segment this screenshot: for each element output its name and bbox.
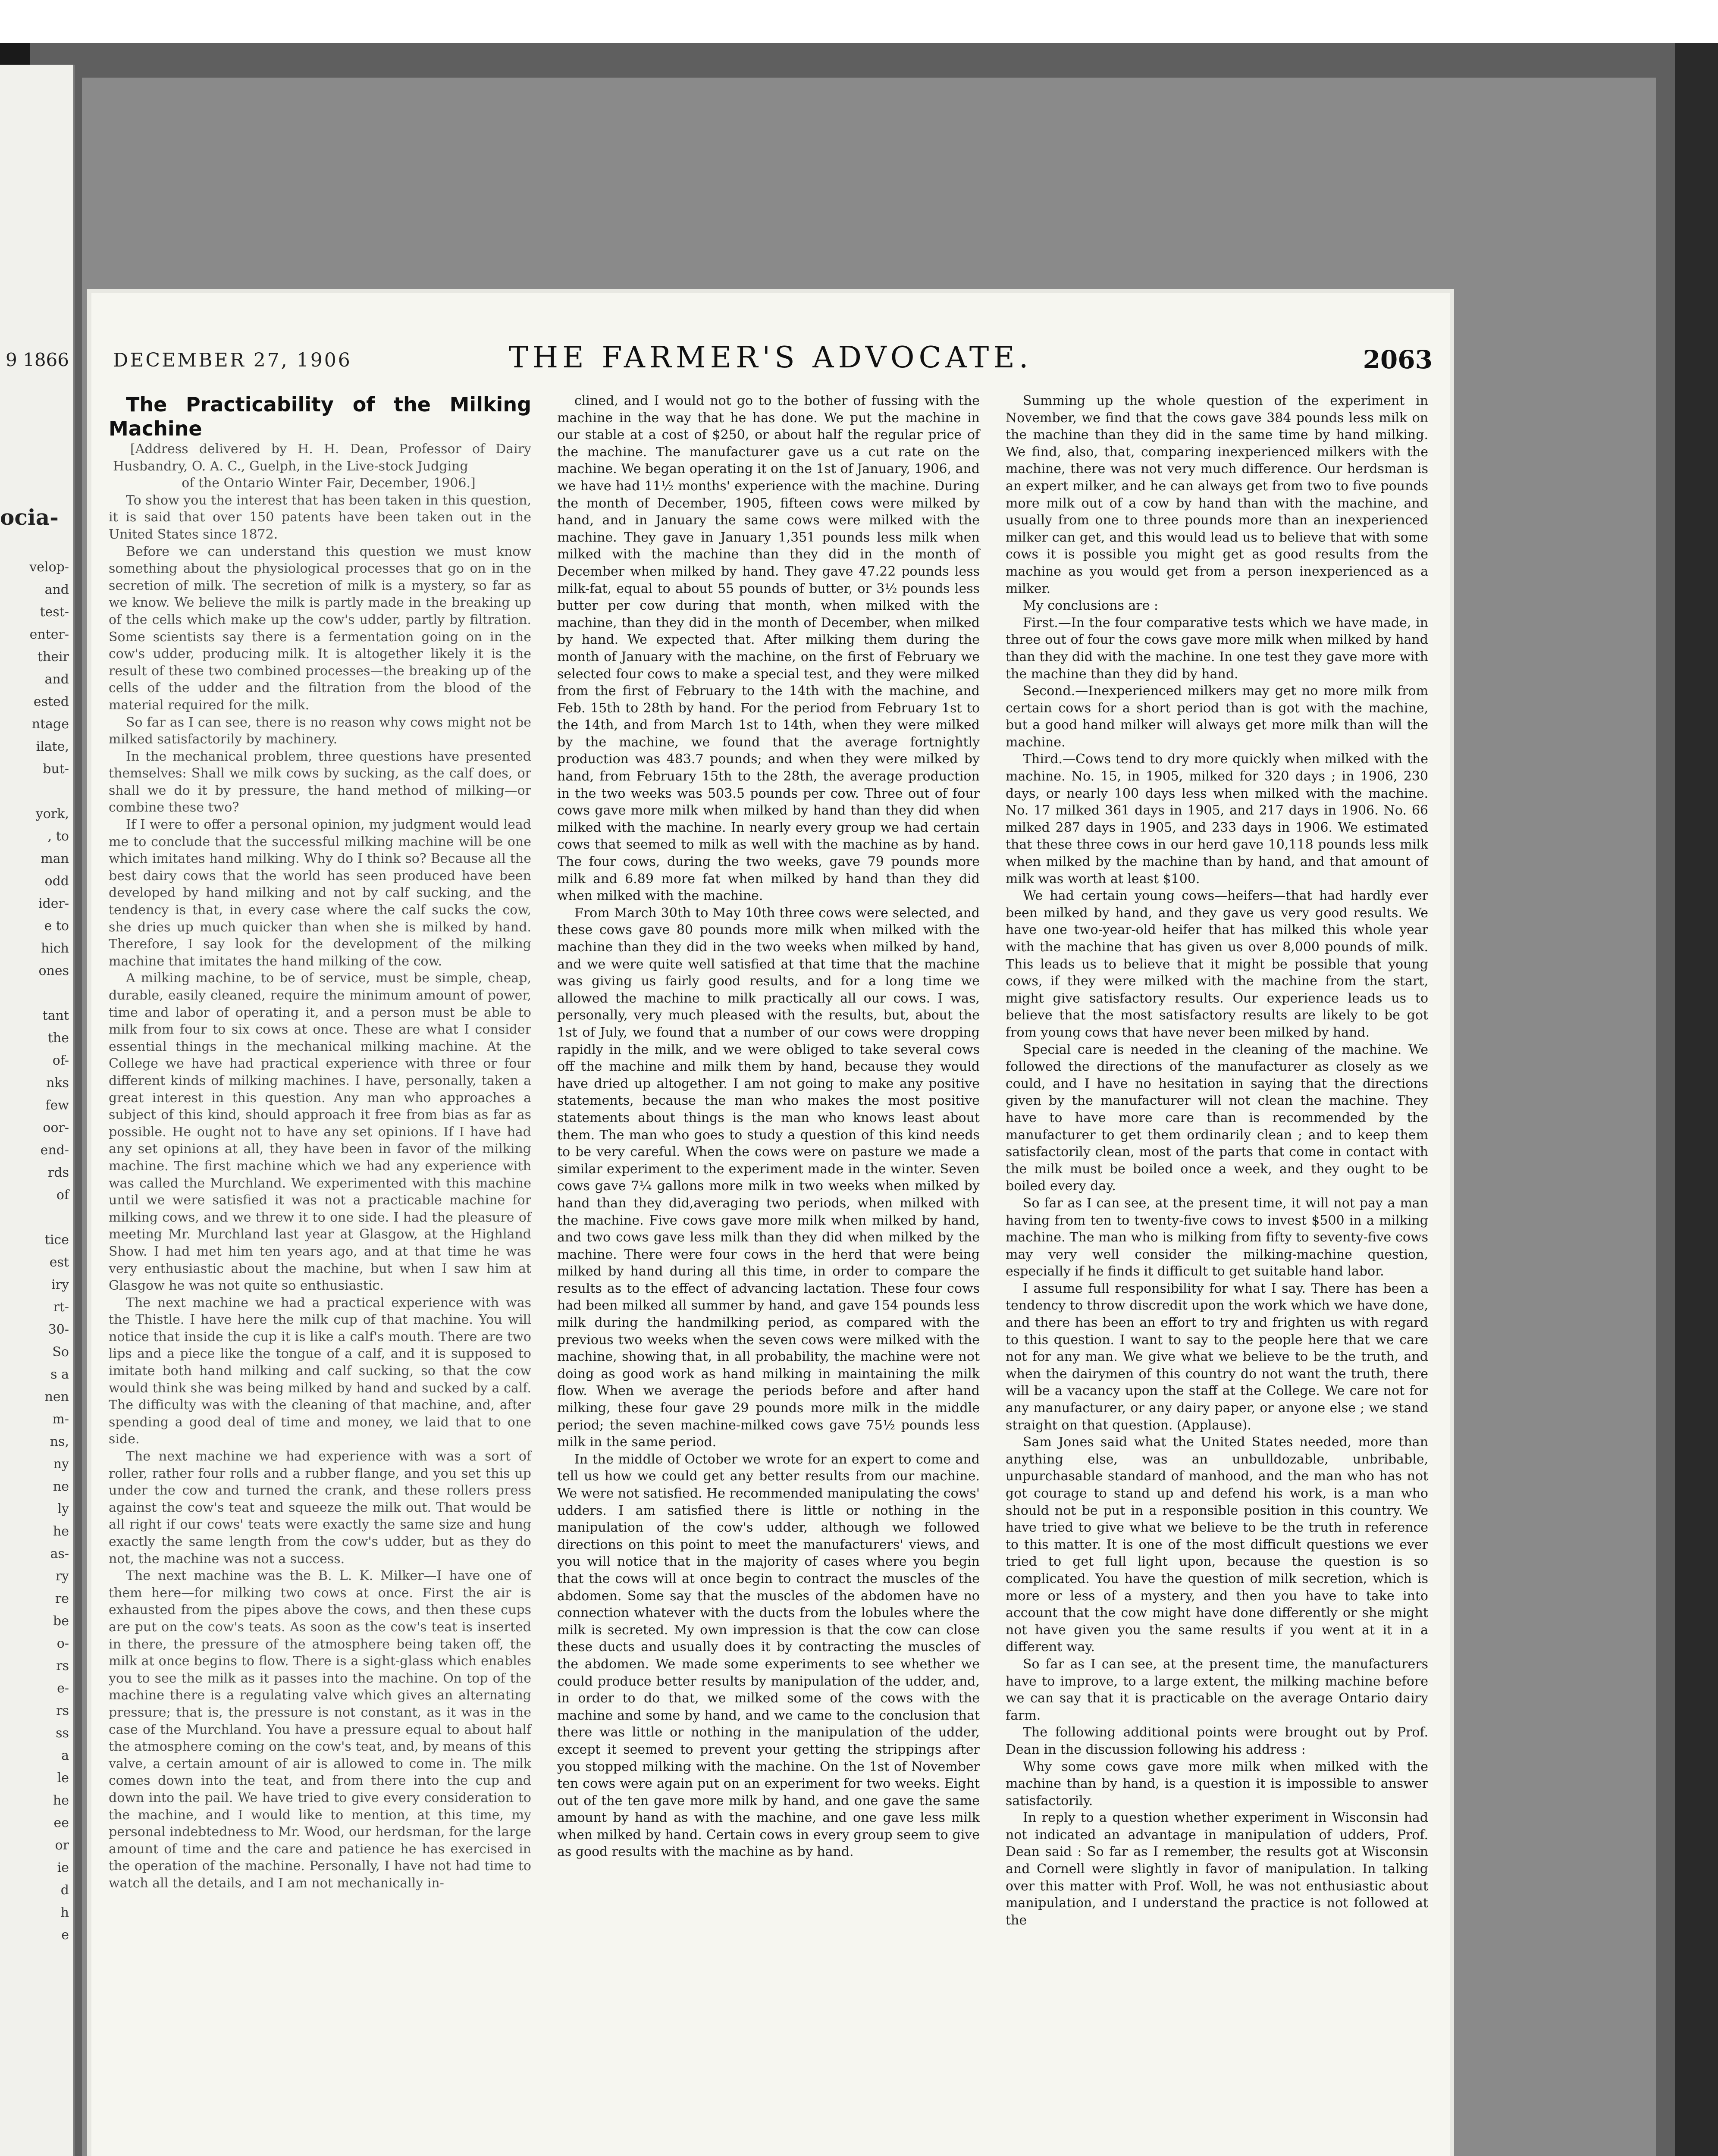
column-2-body bbox=[557, 392, 980, 1861]
article-byline-continued: of the Ontario Winter Fair, December, 1906.] bbox=[182, 476, 476, 491]
previous-page-lines bbox=[0, 556, 69, 1946]
previous-page-line: e to bbox=[44, 918, 69, 934]
previous-page-line: ee bbox=[53, 1815, 69, 1830]
previous-page-line: ilate, bbox=[36, 739, 69, 754]
previous-page-line: few bbox=[45, 1098, 69, 1113]
previous-page-line: as- bbox=[50, 1546, 69, 1561]
previous-page-line: hich bbox=[41, 941, 69, 956]
previous-page-line: test- bbox=[40, 605, 69, 620]
paragraph: Summing up the whole question of the experiment in November, we find that the cows gave 384 pounds less milk on the machine than they did in the same time by hand milking. We find, also, that, comparing inexperienced milkers with the machine, there was not very much difference. Our herdsman is an expert milker, and he can always get from two to five pounds more milk out of a cow by hand than with the machine, and usually from one to three pounds more than an inexperienced milker can get, and this would lead us to believe that with some cows it is possible you might get as good results from the machine as you would get from a person inexperienced as a milker. bbox=[1006, 393, 1428, 596]
column-1 bbox=[109, 392, 531, 1892]
paragraph: So far as I can see, at the present time, the manufacturers have to improve, to a large extent, the milking machine before we can say that it is practicable on the average Ontario dairy farm. bbox=[1006, 1656, 1428, 1723]
previous-page-line: but- bbox=[43, 761, 69, 777]
previous-page-line: ne bbox=[53, 1479, 69, 1494]
previous-page-strip bbox=[0, 65, 75, 2156]
previous-page-line: oor- bbox=[43, 1120, 69, 1135]
previous-page-line: velop- bbox=[29, 560, 69, 575]
previous-page-line: ns, bbox=[50, 1434, 69, 1449]
previous-page-line: and bbox=[44, 582, 69, 597]
paragraph: Second.—Inexperienced milkers may get no more milk from certain cows for a short period than is got with the machine, but a good hand milker will always get more milk than will the machine. bbox=[1006, 683, 1428, 750]
previous-page-line: m- bbox=[52, 1412, 69, 1427]
previous-page-line: , to bbox=[47, 829, 69, 844]
paragraph: The next machine we had a practical experience with was the Thistle. I have here the milk cup of that machine. You will notice that inside the cup it is like a calf's mouth. There are two lips and a piece like the tongue of a calf, and it is supposed to imitate both hand milking and calf sucking, so that the cow would think she was being milked by hand and sucked by a calf. The difficulty was with the cleaning of that machine, and, after spending a good deal of time and money, we laid that to one side. bbox=[109, 1295, 531, 1447]
previous-page-line: and bbox=[44, 672, 69, 687]
paragraph: My conclusions are : bbox=[1023, 598, 1159, 614]
previous-page-line: iry bbox=[51, 1277, 69, 1292]
previous-page-line: le bbox=[57, 1771, 69, 1786]
previous-page-line: tant bbox=[42, 1008, 69, 1023]
issue-date: DECEMBER 27, 1906 bbox=[113, 349, 352, 371]
previous-page-line: enter- bbox=[29, 627, 69, 642]
previous-page-line: man bbox=[41, 851, 69, 866]
paragraph: If I were to offer a personal opinion, my judgment would lead me to conclude that the successful milking machine will be one which imitates hand milking. Why do I think so? Because all the best dairy cows that the world has seen produced have been developed by hand milking and not by calf sucking, and the tendency is that, in every case where the calf sucks the cow, she dries up much quicker than when she is milked by hand. Therefore, I say look for the development of the milking machine that imitates the hand milking of the cow. bbox=[109, 817, 531, 969]
paragraph: Special care is needed in the cleaning of the machine. We followed the directions of the manufacturer as closely as we could, and I have no hesitation in saying that the directions given by the manufacturer will not clean the machine. They have to have more care than is recommended by the manufacturer to get them ordinarily clean ; and to keep them satisfactorily clean, most of the parts that come in contact with the milk must be boiled once a week, and they ought to be boiled every day. bbox=[1006, 1042, 1428, 1194]
page-header bbox=[91, 341, 1450, 384]
paragraph: From March 30th to May 10th three cows were selected, and these cows gave 80 pounds more milk when milked with the machine than they did in the two weeks when milked by hand, and we were quite well satisfied at that time that the machine was giving us fairly good results, and for a long time we allowed the machine to milk practically all our cows. I was, personally, very much pleased with the results, but, about the 1st of July, we found that a number of our cows were dropping rapidly in the milk, and we were obliged to take several cows off the machine and milk them by hand, because they would have dried up altogether. I am not going to make any positive statements, because the man who makes the most positive statements about things is the man who knows least about them. The man who goes to study a question of this kind needs to be very careful. When the cows were on pasture we made a similar experiment to the experiment made in the winter. Seven cows gave 7¼ gallons more milk in two weeks when milked by hand than they did,averaging two periods, when milked with the machine. Five cows gave more milk when milked by hand, and two cows gave less milk than they did when milked by the machine. There were four cows in the herd that were being milked by hand during all this time, in order to compare the results as to the effect of advancing lactation. These four cows had been milked all summer by hand, and gave 154 pounds less milk during the handmilking period, as compared with the previous two weeks when the seven cows were milked with the machine, showing that, in all probability, the machine were not doing as good work as hand milking in maintaining the milk flow. When we average the periods before and after hand milking, these four gave 29 pounds more milk in the middle period; the seven machine-milked cows gave 75½ pounds less milk in the same period. bbox=[557, 905, 980, 1450]
previous-page-line: h bbox=[60, 1905, 69, 1920]
previous-page-line: est bbox=[49, 1255, 69, 1270]
previous-page-line bbox=[0, 982, 69, 1005]
paragraph: Why some cows gave more milk when milked with the machine than by hand, is a question it is impossible to answer satisfactorily. bbox=[1006, 1759, 1428, 1808]
previous-page-line: ny bbox=[53, 1457, 69, 1472]
paragraph: The following additional points were brought out by Prof. Dean in the discussion following his address : bbox=[1006, 1725, 1428, 1757]
paragraph: So far as I can see, at the present time, it will not pay a man having from ten to twenty-five cows to invest $500 in a milking machine. The man who is milking from fifty to seventy-five cows may very well consider the milking-machine question, especially if he finds it difficult to get suitable hand labor. bbox=[1006, 1195, 1428, 1279]
previous-page-line: ider- bbox=[38, 896, 69, 911]
previous-page-line: their bbox=[37, 649, 69, 664]
previous-page-line: end- bbox=[40, 1143, 69, 1158]
previous-page-line: tice bbox=[44, 1232, 69, 1247]
paragraph: I assume full responsibility for what I say. There has been a tendency to throw discredit upon the work which we have done, and there has been an effort to try and frighten us with regard to this question. I want to say to the people here that we care not for any man. We give what we believe to be the truth, and when the dairymen of this country do not want the truth, there will be a vacancy upon the staff at the College. We care not for any manufacturer, or any dairy paper, or anyone else ; we stand straight on that question. (Applause). bbox=[1006, 1281, 1428, 1433]
previous-page-line: ry bbox=[55, 1569, 69, 1584]
column-3-body bbox=[1006, 392, 1428, 1929]
page-number: 2063 bbox=[1363, 345, 1433, 374]
previous-page-line: nks bbox=[46, 1075, 69, 1091]
column-1-body bbox=[109, 492, 531, 1892]
previous-page-line: rs bbox=[56, 1703, 69, 1718]
previous-page-line: ntage bbox=[31, 717, 69, 732]
previous-page-section: ocia- bbox=[0, 505, 59, 530]
previous-page-line bbox=[0, 780, 69, 803]
previous-page-line: he bbox=[53, 1793, 69, 1808]
previous-page-line: ie bbox=[57, 1860, 69, 1875]
previous-page-line: d bbox=[60, 1883, 69, 1898]
previous-page-line: s a bbox=[50, 1367, 69, 1382]
paragraph: In the middle of October we wrote for an expert to come and tell us how we could get any better results from our machine. We were not satisfied. He recommended manipulating the cows' udders. I am satisfied there is little or nothing in the manipulation of the cow's udder, although we followed directions on this point to meet the manufacturers' views, and you will notice that in the majority of cases where you begin that the cows will at once begin to contract the muscles of the abdomen. Some say that the muscles of the abdomen have no connection whatever with the ducts from the lobules where the milk is secreted. My own impression is that the cow can close these ducts and usually does it by contracting the muscles of the abdomen. We made some experiments to see whether we could produce better results by manipulation of the udder, and, in order to do that, we milked some of the cows with the machine and some by hand, and we came to the conclusion that there was little or nothing in the manipulation of the udder, except it seemed to prevent your getting the strippings after you stopped milking with the machine. On the 1st of November ten cows were again put on an experiment for two weeks. Eight out of the ten gave more milk by hand, and one gave the same amount by hand as with the machine, and one gave less milk when milked by hand. Certain cows in every group seem to give as good results with the machine as by hand. bbox=[557, 1451, 980, 1860]
column-2 bbox=[557, 392, 980, 1861]
previous-page-line: or bbox=[55, 1838, 69, 1853]
previous-page-line: o- bbox=[56, 1636, 69, 1651]
previous-page-line: re bbox=[55, 1591, 69, 1606]
article-byline: [Address delivered by H. H. Dean, Professor of Dairy Husbandry, O. A. C., Guelph, in the Live-stock Judging bbox=[113, 442, 531, 474]
film-right-edge bbox=[1675, 43, 1718, 2156]
previous-page-line: rt- bbox=[53, 1300, 69, 1315]
column-3 bbox=[1006, 392, 1428, 1929]
previous-page-line: nen bbox=[44, 1389, 69, 1404]
previous-page-line: odd bbox=[44, 874, 69, 889]
previous-page-line: ly bbox=[57, 1501, 69, 1517]
previous-page-header: 9 1866 bbox=[6, 349, 69, 370]
paragraph: Sam Jones said what the United States needed, more than anything else, was an unbulldozable, unbribable, unpurchasable standard of manhood, and the man who has not got courage to stand up and defend his work, is a man who should not be put in a responsible position in this country. We have tried to give what we believe to be the truth in reference to this matter. It is one of the most difficult questions we ever tried to get full light upon, because the question is so complicated. You have the question of milk secretion, which is more or less of a mystery, and then you have to take into account that the cow might have done differently or she might not have given you the same results if you went at it in a different way. bbox=[1006, 1435, 1428, 1655]
previous-page-line: e bbox=[61, 1927, 69, 1943]
paragraph: The next machine we had experience with was a sort of roller, rather four rolls and a rubber flange, and you set this up under the cow and turned the crank, and these rollers press against the cow's teat and squeeze the milk out. That would be all right if our cows' teats were exactly the same size and hung exactly the same length from the cow's udder, but as they do not, the machine was not a success. bbox=[109, 1449, 531, 1567]
previous-page-line: a bbox=[61, 1748, 69, 1763]
previous-page-line: rds bbox=[48, 1165, 69, 1180]
previous-page-line: york, bbox=[35, 806, 69, 821]
masthead: THE FARMER'S ADVOCATE. bbox=[508, 341, 1033, 375]
paragraph: clined, and I would not go to the bother of fussing with the machine in the way that he has done. We put the machine in our stable at a cost of $250, or about half the regular price of the machine. The manufacturer gave us a cut rate on the machine. We began operating it on the 1st of January, 1906, and we have had 11½ months' experience with the machine. During the month of December, 1905, fifteen cows were milked by hand, and in January the same cows were milked with the machine. They gave in January 1,351 pounds less milk when milked with the machine than they did in the month of December when milked by hand. They gave 47.22 pounds less milk-fat, equal to about 55 pounds of butter, or 3½ pounds less butter per cow during that month, when milked with the machine, than they did in the month of December, when milked by hand. We expected that. After milking them during the month of January with the machine, on the first of February we selected four cows to make a special test, and they were milked from the first of February to the 14th with the machine, and Feb. 15th to 28th by hand. For the period from February 1st to the 14th, and from March 1st to 14th, when they were milked by the machine, we found that the average fortnightly production was 483.7 pounds; and when they were milked by hand, from February 15th to the 28th, the average production in the two weeks was 503.5 pounds per cow. Three out of four cows gave more milk when milked by hand than they did when milked with the machine. In nearly every group we had certain cows that seemed to milk as well with the machine as by hand. The four cows, during the two weeks, gave 79 pounds more milk and 6.89 more fat when milked by hand than they did when milked with the machine. bbox=[557, 393, 980, 904]
previous-page-line: the bbox=[47, 1031, 69, 1046]
previous-page-line: rs bbox=[56, 1658, 69, 1673]
paragraph: Third.—Cows tend to dry more quickly when milked with the machine. No. 15, in 1905, milked for 320 days ; in 1906, 230 days, or nearly 100 days less when milked with the machine. No. 17 milked 361 days in 1905, and 217 days in 1906. No. 66 milked 287 days in 1905, and 233 days in 1906. We estimated that these three cows in our herd gave 10,118 pounds less milk when milked by the machine than by hand, and that amount of milk was worth at least $100. bbox=[1006, 752, 1428, 887]
paragraph: We had certain young cows—heifers—that had hardly ever been milked by hand, and they gave us very good results. We have one two-year-old heifer that has milked this whole year with the machine that has given us over 8,000 pounds of milk. This leads us to believe that it might be possible that young cows, if they were milked with the machine from the start, might give satisfactory results. Our experience leads us to believe that the most satisfactory results are likely to be got from young cows that have never been milked by hand. bbox=[1006, 888, 1428, 1040]
previous-page-line bbox=[0, 1206, 69, 1229]
previous-page-line: 30- bbox=[48, 1322, 69, 1337]
paragraph: The next machine was the B. L. K. Milker—I have one of them here—for milking two cows at once. First the air is exhausted from the pipes above the cows, and then these cups are put on the cow's teats. As soon as the cow's teat is inserted in there, the pressure of the atmosphere being taken off, the milk at once begins to flow. There is a sight-glass which enables you to see the milk as it passes into the machine. On top of the machine there is a regulating valve which gives an alternating pressure; that is, the pressure is not constant, as it was in the case of the Murchland. You have a pressure equal to about half the atmosphere coming on the cow's teat, and, by means of this valve, a certain amount of air is allowed to come in. The milk comes down into the teat, and from there into the cup and down into the pail. We have tried to give every consideration to the machine, and I would like to mention, at this time, my personal indebtedness to Mr. Wood, our herdsman, for the large amount of time and the care and patience he has exercised in the operation of the machine. Personally, I have not had time to watch all the details, and I am not mechanically in- bbox=[109, 1568, 531, 1891]
film-top-margin bbox=[0, 0, 1718, 43]
paragraph: First.—In the four comparative tests which we have made, in three out of four the cows gave more milk when milked by hand than they did with the machine. In one test they gave more with the machine than they did by hand. bbox=[1006, 615, 1428, 682]
previous-page-line: of bbox=[56, 1188, 69, 1203]
article-title: The Practicability of the Milking Machine bbox=[109, 393, 531, 440]
previous-page-line: ested bbox=[33, 694, 69, 709]
previous-page-line: So bbox=[52, 1344, 69, 1360]
paragraph: In the mechanical problem, three questions have presented themselves: Shall we milk cows by sucking, as the calf does, or shall we do it by pressure, the hand method of milking—or combine these two? bbox=[109, 749, 531, 815]
previous-page-line: he bbox=[53, 1524, 69, 1539]
previous-page-line: be bbox=[53, 1614, 69, 1629]
paragraph: So far as I can see, there is no reason why cows might not be milked satisfactorily by machinery. bbox=[109, 714, 531, 747]
previous-page-line: of- bbox=[52, 1053, 69, 1068]
previous-page-line: ss bbox=[56, 1726, 69, 1741]
paragraph: Before we can understand this question we must know something about the physiological processes that go on in the secretion of milk. The secretion of milk is a mystery, so far as we know. We believe the milk is partly made in the breaking up of the cells which make up the cow's udder, partly by filtration. Some scientists say there is a fermentation going on in the cow's udder, producing milk. It is altogether likely it is the result of these two combined processes—the breaking up of the cells of the udder and the filtration from the blood of the material required for the milk. bbox=[109, 544, 531, 713]
previous-page-line: ones bbox=[38, 963, 69, 978]
paragraph: In reply to a question whether experiment in Wisconsin had not indicated an advantage in manipulation of udders, Prof. Dean said : So far as I remember, the results got at Wisconsin and Cornell were slightly in favor of manipulation. In talking over this matter with Prof. Woll, he was not enthusiastic about manipulation, and I understand the practice is not followed at the bbox=[1006, 1810, 1428, 1928]
paragraph: A milking machine, to be of service, must be simple, cheap, durable, easily cleaned, require the minimum amount of power, time and labor of operating it, and a person must be able to milk from four to six cows at once. These are what I consider essential things in the mechanical milking machine. At the College we have had practical experience with three or four different kinds of milking machines. I have, personally, taken a great interest in this question. Any man who approaches a subject of this kind, should approach it free from bias as far as possible. He ought not to have any set opinions. If I have had any set opinions at all, they have been in favor of the milking machine. The first machine which we had any experience with was called the Murchland. We experimented with this machine until we were satisfied it was not a practicable machine for milking cows, and we threw it to one side. I had the pleasure of meeting Mr. Murchland last year at Glasgow, at the Highland Show. I had met him ten years ago, and at that time he was very enthusiastic about the machine, but when I saw him at Glasgow he was not quite so enthusiastic. bbox=[109, 971, 531, 1294]
newspaper-page bbox=[91, 293, 1450, 2156]
previous-page-line: e- bbox=[57, 1681, 69, 1696]
paragraph: To show you the interest that has been taken in this question, it is said that over 150 patents have been taken out in the United States since 1872. bbox=[109, 492, 531, 542]
